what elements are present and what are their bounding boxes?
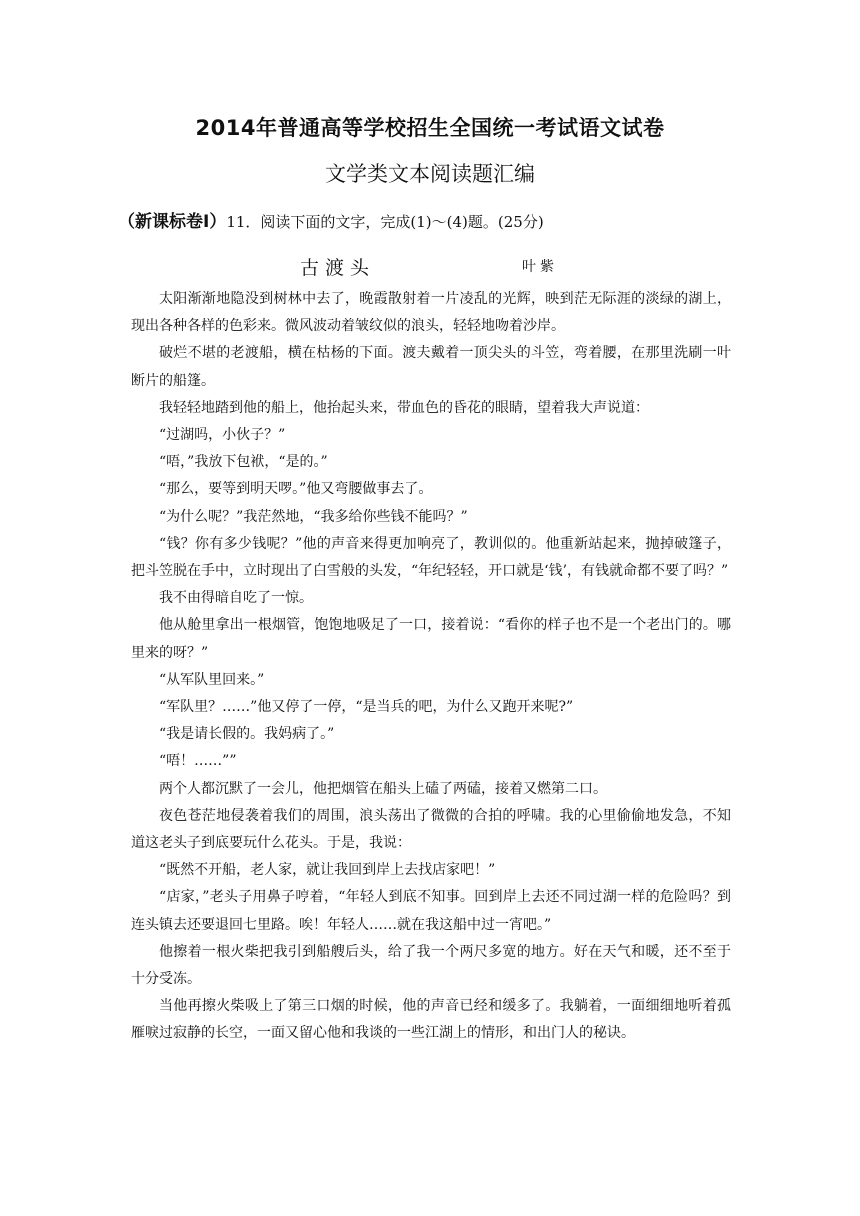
paragraph: “既然不开船，老人家，就让我回到岸上去找店家吧！” <box>159 862 496 879</box>
paragraph: “唔！……”” <box>159 753 237 770</box>
paragraph: “唔，”我放下包袱，“是的。” <box>159 454 328 471</box>
story-body <box>131 286 731 1048</box>
paragraph: “那么，要等到明天啰。”他又弯腰做事去了。 <box>159 481 433 498</box>
page-subtitle: 文学类文本阅读题汇编 <box>325 162 535 186</box>
paragraph: 太阳渐渐地隐没到树林中去了，晚霞散射着一片凌乱的光辉，映到茫无际涯的淡绿的湖上，现出各种各样的色彩来。微风波动着皱纹似的浪头，轻轻地吻着沙岸。 <box>131 291 731 335</box>
paragraph: 破烂不堪的老渡船，横在枯杨的下面。渡夫戴着一顶尖头的斗笠，弯着腰，在那里洗刷一叶断片的船篷。 <box>131 345 731 389</box>
question-line <box>118 207 544 232</box>
paragraph: 夜色苍茫地侵袭着我们的周围，浪头荡出了微微的合拍的呼啸。我的心里偷偷地发急，不知道这老头子到底要玩什么花头。于是，我说： <box>131 807 731 852</box>
story-title: 古渡头 <box>300 257 376 279</box>
paragraph: 我轻轻地踏到他的船上，他抬起头来，带血色的昏花的眼睛，望着我大声说道： <box>159 399 649 416</box>
story-author: 叶紫 <box>522 259 558 275</box>
page-title: 2014年普通高等学校招生全国统一考试语文试卷 <box>195 116 665 140</box>
paragraph: 当他再擦火柴吸上了第三口烟的时候，他的声音已经和缓多了。我躺着，一面细细地听着孤雁唳过寂静的长空，一面又留心他和我谈的一些江湖上的情形，和出门人的秘诀。 <box>131 998 731 1042</box>
paragraph: 两个人都沉默了一会儿，他把烟管在船头上磕了两磕，接着又燃第二口。 <box>159 780 607 797</box>
paragraph: “店家，”老头子用鼻子哼着，“年轻人到底不知事。回到岸上去还不同过湖一样的危险吗？到连头镇去还要退回七里路。唉！年轻人……就在我这船中过一宵吧。” <box>131 889 731 933</box>
paragraph: 他从舱里拿出一根烟管，饱饱地吸足了一口，接着说：“看你的样子也不是一个老出门的。哪里来的呀？” <box>131 617 731 661</box>
paragraph: “钱？你有多少钱呢？”他的声音来得更加响亮了，教训似的。他重新站起来，抛掉破篷子，把斗笠脱在手中，立时现出了白雪般的头发，“年纪轻轻，开口就是‘钱’，有钱就命都不要了吗？” <box>131 535 731 580</box>
paragraph: “军队里？……”他又停了一停，“是当兵的吧，为什么又跑开来呢?” <box>159 699 574 716</box>
paragraph: 我不由得暗自吃了一惊。 <box>159 590 313 607</box>
paragraph: 他擦着一根火柴把我引到船艘后头，给了我一个两尺多宽的地方。好在天气和暖，还不至于十分受冻。 <box>131 943 731 988</box>
question-text: 11．阅读下面的文字，完成(1)～(4)题。(25分) <box>226 213 544 231</box>
paragraph: “为什么呢？”我茫然地，“我多给你些钱不能吗？” <box>159 508 468 525</box>
paragraph: “从军队里回来。” <box>159 671 265 688</box>
question-tag: （新课标卷Ⅰ） <box>118 212 227 232</box>
paragraph: “过湖吗，小伙子？” <box>159 427 286 444</box>
paragraph: “我是请长假的。我妈病了。” <box>159 726 335 743</box>
